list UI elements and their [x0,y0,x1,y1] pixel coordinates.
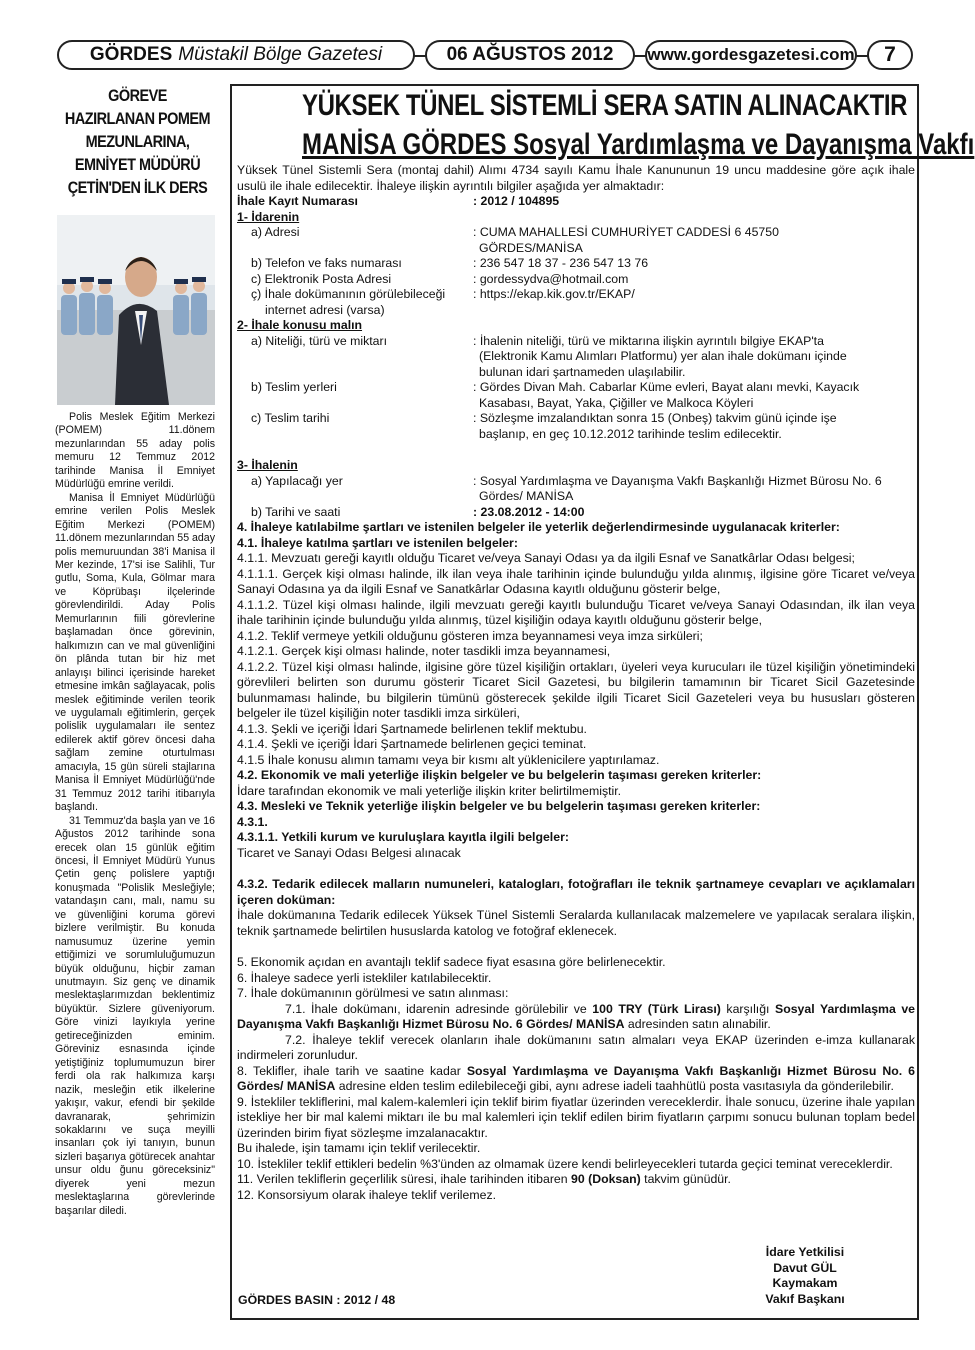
paper-subtitle: Müstakil Bölge Gazetesi [178,44,383,65]
field-label: b) Telefon ve faks numarası [251,256,402,270]
clause-text: 11. Verilen tekliflerin geçerlilik süresi, ihale tarihinden itibaren [237,1172,572,1186]
article-paragraph: Manisa İl Emniyet Müdürlüğü emrine verilen Polis Meslek Eğitim Merkezi (POMEM) 11.dönem mezunlarından 55 aday polis memuruundan 38'i Manisa il Mer kezinde, 17'si ise Salihli, Tur gutlu, Soma, Kula, Gölmar mara ve Köprübaşı ilçelerinde görevlendirildi. Aday Polis Memurlarının fiili görevlerine başlamadan önce görevinin, halkımızın can ve mal güvenliğini ön plânda tutan bir hiz met anlayışı bilinci içerisinde hareket etmesine imkân sağlayacak, polis meslek eğitiminde verilen teorik ve uygulamalı eğitimlerin, gerçek polislik uygulamaları ile sentez edilerek aktif görev öncesi daha sağlam zemine oturtulması amacıyla, 15 gün süreli stajlarına Manisa İl Emniyet Müdürlüğü'nde 31 Temmuz 2012 tarihi itibarıyla başlandı. [55,491,215,814]
validity-period: 90 (Doksan) [571,1172,641,1186]
field-row [237,474,915,505]
clause: 4.1.2.1. Gerçek kişi olması halinde, noter tasdikli imza beyannamesi, [237,644,611,658]
clause: 4.1.1. Mevzuatı gereği kayıtlı olduğu Ticaret ve/veya Sanayi Odası ya da ilgili Esnaf ve Sanatkârlar Odası belgesi; [237,551,855,565]
clause: 4.1.1.1. Gerçek kişi olması halinde, ilk ilan veya ihale tarihinin içinde bulunduğu yılda alınmış, ilgisine göre Ticaret ve/veya Sanayi Odasına ya da ilgili Esnaf ve Sanatkârlar Odasına kayıtlı olduğunu gösterir belge, [237,566,915,596]
clause: Ticaret ve Sanayi Odası Belgesi alınacak [237,845,461,860]
value-line: : Gördes Divan Mah. Cabarlar Küme evleri, Bayat alanı mevki, Kayacık [473,380,860,394]
clause: 4.1.5 İhale konusu alımın tamamı veya bir kısmı alt yüklenicilere yaptırılamaz. [237,752,660,767]
clause-text: adresinden satın alınabilir. [624,1017,771,1031]
left-article-body [55,411,215,1218]
section-heading: 2- İhale konusu malın [237,318,363,332]
clause: 4.3.1. [237,814,268,829]
field-row [237,334,915,381]
field-row [237,287,915,318]
clause [237,1002,915,1033]
headline-line: EMNİYET MÜDÜRÜ [74,155,201,174]
clause-text: adresine elden teslim edilebileceği gibi, aynı adrese iadeli taahhütlü posta vasıtasıyla da gönderilebilir. [335,1079,894,1093]
field-label: a) Yapılacağı yer [251,473,343,488]
clause: 4. İhaleye katılabilme şartları ve istenilen belgeler ile yeterlik değerlendirmesinde uygulanacak kriterler: [237,520,840,534]
address-line: : CUMA MAHALLESİ CUMHURİYET CADDESİ 6 45750 [473,225,779,239]
value-line: bulunan idari şartnameden ulaşılabilir. [479,364,686,379]
value-line: Kasabası, Bayat, Yaka, Çiğiller ve Malkoca Köyleri [479,395,754,410]
signer-role: Vakıf Başkanı [765,1291,845,1306]
value-line: : Sosyal Yardımlaşma ve Dayanışma Vakfı Başkanlığı Hizmet Bürosu No. 6 [473,473,882,488]
field-label: c) Teslim tarihi [251,411,330,425]
field-row [237,256,915,272]
field-label: b) Tarihi ve saati [251,504,341,519]
left-article-headline [55,84,220,199]
field-value: : 236 547 18 37 - 236 547 13 76 [473,256,649,270]
value-line: başlanıp, en geç 10.12.2012 tarihinde teslim edilecektir. [479,426,782,441]
clause: 4.1.1.2. Tüzel kişi olması halinde, ilgili mevzuatı gereği kayıtlı bulunduğu Ticaret ve/veya Sanayi Odasından, ilk ilan veya ihale tarihinin içinde bulunduğu yılda alınmış, tüzel kişiliğin odaya kayıtlı olduğunu gösterir belge, [237,597,915,627]
clause: 4.1.2. Teklif vermeye yetkili olduğunu gösteren imza beyannamesi veya imza sirküleri; [237,628,703,643]
press-reference: GÖRDES BASIN : 2012 / 48 [238,1293,396,1307]
field-label: a) Niteliği, türü ve miktarı [251,333,387,348]
clause-text: takvim günüdür. [640,1172,731,1186]
notice-subtitle: MANİSA GÖRDES Sosyal Yardımlaşma ve Dayanışma Vakfı [302,128,975,161]
clause: İhale dokümanına Tedarik edilecek Yüksek Tünel Sistemli Seralarda kullanılacak malzemelere ve yapılacak seralara ilişkin, teknik şartnamede belirtilen hususlarda katolog ve fotoğraf eklenecek. [237,908,915,938]
value-line: Gördes/ MANİSA [479,489,574,503]
field-value [473,380,915,411]
email-link[interactable]: : gordessydva@hotmail.com [473,271,629,286]
field-label: a) Adresi [251,225,300,239]
signer-role: Kaymakam [772,1276,838,1290]
registration-value: : 2012 / 104895 [473,194,560,208]
clause: 4.3.1.1. Yetkili kurum ve kuruluşlara kayıtla ilgili belgeler: [237,830,569,844]
value-line: (Elektronik Kamu Alımları Platformu) yer alan ihale dokümanı içinde [479,349,847,363]
field-label [237,287,473,318]
field-row [237,380,915,411]
clause-text: 4.1. İhaleye katılma şartları ve istenilen belgeler: [237,535,518,550]
clause: 10. İstekliler teklif ettikleri bedelin %3'ünden az olmamak üzere kendi belirleyecekleri tutarda geçici teminat vereceklerdir. [237,1156,893,1171]
headline-line: HAZIRLANAN POMEM [64,109,211,128]
registration-row [237,194,915,210]
value-line: : Sözleşme imzalandıktan sonra 15 (Onbeş) takvim günü içinde işe [473,411,837,425]
clause [237,1172,915,1188]
signature-block [745,1245,865,1307]
clause: 4.3.2. Tedarik edilecek malların numuneleri, katalogları, fotoğrafları ile teknik şartnameye cevapları ve açıklamaları içeren doküman: [237,877,915,907]
website-link[interactable]: www.gordesgazetesi.com [645,40,857,70]
clause: 6. İhaleye sadece yerli istekliler katılabilecektir. [237,970,492,985]
office-name: Sosyal Yardımlaşma ve Dayanışma Vakfı Başkanlığı Hizmet Bürosu No. 6 Gördes/ MANİSA [237,1063,916,1093]
clause [237,536,915,552]
article-paragraph: 31 Temmuz'da başla yan ve 16 Ağustos 2012 tarihinde sona erecek olan 15 günlük eğitim öncesi, İl Emniyet Müdürü Yunus Çetin genç polislere yaptığı konuşmada "Polislik Mesleğiyle; vatandaşın canı, malı, namu su ve güvenliğini koruma görevi bizlere verilmiştir. Bu konuda namusumuz üzerine yemin ettiğimizi ve sorumluluğumuzun büyük olduğunu, hiçbir zaman unutmayın. Siz genç ve dinamik meslektaşlarımızdan beklentimiz büyüktür. Sizlere güveniyorum. Göre vinizi layıkıyla yerine getireceğinizden eminim. Göreviniz esnasında içinde yetiştiğiniz toplumumuzun birer ferdi ola rak halkımıza karşı nazik, mesleğin etik ilkelerine yakışır, vakur, efendi bir şekilde davranarak, şehrimizin sokaklarını ve suça meyilli insanları çok iyi tanıyın, bunun sizleri başarıya götürecek anahtar unsur oldu ğunu göreceksiniz" diyerek yeni mezun meslektaşlarına görevlerinde başarılar diledi. [55,814,215,1217]
clause: 4.1.4. Şekli ve içeriği İdari Şartnamede belirlenen geçici teminat. [237,737,587,751]
address-line: GÖRDES/MANİSA [479,240,583,255]
clause: İdare tarafından ekonomik ve mali yeterliğe ilişkin kriter belirtilmemiştir. [237,783,622,798]
field-label-line: internet adresi (varsa) [265,302,385,317]
notice-body [237,163,915,1203]
registration-label: İhale Kayıt Numarası [237,194,358,208]
clause-text: 7.1. İhale dokümanı, idarenin adresinde görülebilir ve [285,1001,593,1016]
office-name: Sosyal Yardımlaşma ve Dayanışma Vakfı Başkanlığı Hizmet Bürosu No. 6 Gördes/ MANİSA [237,1001,916,1031]
notice-title: YÜKSEK TÜNEL SİSTEMLİ SERA SATIN ALINACAKTIR [302,89,908,122]
section-heading: 1- İdarenin [237,209,300,224]
field-row [237,411,915,442]
field-value [473,225,915,256]
field-label: b) Teslim yerleri [251,380,337,394]
news-photo [57,215,215,405]
tender-datetime: : 23.08.2012 - 14:00 [473,504,585,519]
paper-name: GÖRDES [89,44,173,65]
issue-date: 06 AĞUSTOS 2012 [425,40,635,70]
headline-line: GÖREVE [108,86,167,105]
section-heading: 3- İhalenin [237,458,298,472]
field-value [473,411,915,442]
masthead [57,40,415,70]
clause: 12. Konsorsiyum olarak ihaleye teklif verilemez. [237,1187,497,1202]
clause: 7.2. İhaleye teklif verecek olanların ihale dokümanını satın almaları veya EKAP üzerinden e-imza kullanarak indirmeleri zorunludur. [237,1032,915,1062]
headline-line: MEZUNLARINA, [85,132,190,151]
page-number: 7 [867,40,913,70]
field-row [237,225,915,256]
page-header [57,40,915,74]
clause: 9. İstekliler tekliflerini, mal kalem-kalemleri için teklif birim fiyatlar üzerinden vereceklerdir. İhale sonucu, üzerine ihale yapılan istekliye her bir mal kalemi miktarı ile bu mal kalemleri için teklif edilen birim fiyatların çarpımı sonucu bulunan toplam bedel üzerinden birim fiyat sözleşme imzalanacaktır. [237,1094,915,1140]
field-label: c) Elektronik Posta Adresi [251,271,392,286]
field-row [237,272,915,288]
signer-name: Davut GÜL [773,1260,837,1275]
signer-title: İdare Yetkilisi [765,1245,845,1259]
field-value [473,474,915,505]
field-value [473,334,915,381]
ekap-link[interactable]: : https://ekap.kik.gov.tr/EKAP/ [473,287,635,301]
clause-text: karşılığı [720,1001,775,1016]
headline-line: ÇETİN'DEN İLK DERS [67,178,208,197]
clause: 4.3. Mesleki ve Teknik yeterliğe ilişkin belgeler ve bu belgelerin taşıması gereken kriterler: [237,799,761,813]
document-price: 100 TRY (Türk Lirası) [592,1001,721,1016]
clause: 4.2. Ekonomik ve mali yeterliğe ilişkin belgeler ve bu belgelerin taşıması gereken kriterler: [237,768,762,782]
article-paragraph: Polis Meslek Eğitim Merkezi (POMEM) 11.dönem mezunlarından 55 aday polis memuru 12 Temmuz 2012 tarihinde Manisa İl Emniyet Müdürlüğü emrine verildi. [55,411,215,491]
clause: 7. İhale dokümanının görülmesi ve satın alınması: [237,986,509,1000]
value-line: : İhalenin niteliği, türü ve miktarına ilişkin ayrıntılı bilgiye EKAP'ta [473,333,824,348]
field-row [237,505,915,521]
police-officers-photo-icon [57,215,215,405]
clause: 5. Ekonomik açıdan en avantajlı teklif sadece fiyat esasına göre belirlenecektir. [237,955,666,969]
notice-intro: Yüksek Tünel Sistemli Sera (montaj dahil) Alımı 4734 sayılı Kamu İhale Kanununun 19 uncu maddesine göre açık ihale usulü ile ihale edilecektir. İhaleye ilişkin ayrıntılı bilgiler aşağıda yer almaktadır: [237,163,915,193]
clause [237,1064,915,1095]
clause: Bu ihalede, işin tamamı için teklif verilecektir. [237,1141,481,1155]
clause: 4.1.3. Şekli ve içeriği İdari Şartnamede belirlenen teklif mektubu. [237,721,587,736]
clause-text: 8. Teklifler, ihale tarih ve saatine kadar [237,1063,467,1078]
clause: 4.1.2.2. Tüzel kişi olması halinde, ilgisine göre tüzel kişiliğin ortakları, üyeleri veya kurucuları ile tüzel kişiliğin yönetimindeki görevlileri belirten son durumu gösterir Ticaret Sicil Gazetesi, bu bilgilerin tamamının bir Ticaret Sicil Gazetesinde bulunmaması halinde, bu bilgilerin tümünü gösterecek şekilde ilgili Ticaret Sicil Gazeteleri veya bu hususları gösteren belgeler ile tüzel kişiliğin noter tasdikli imza sirküleri, [237,659,915,720]
field-label-line: ç) İhale dokümanının görülebileceği [251,287,446,301]
